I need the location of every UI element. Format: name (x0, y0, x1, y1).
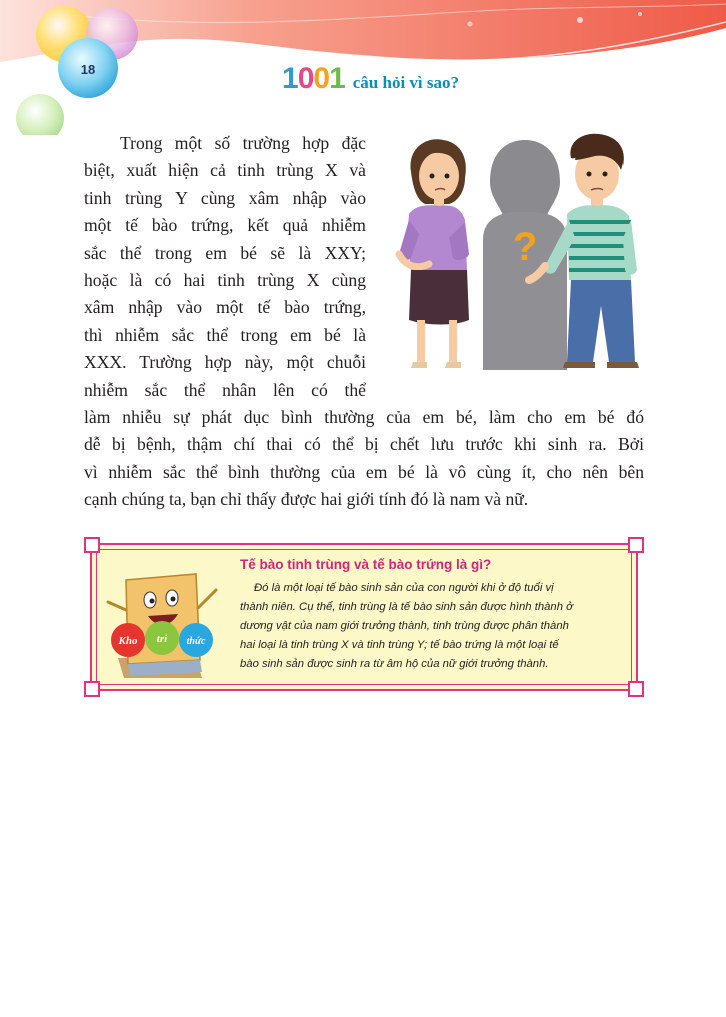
box-corner-ornament (84, 537, 100, 553)
question-mark: ? (513, 225, 538, 269)
text-line: XXX. Trường hợp này, một chuỗi (84, 352, 366, 373)
text-line: nhiễm sắc thể nhân lên có thể (84, 379, 366, 400)
mascot-label: tri (156, 633, 168, 645)
text-line: dễ bị bệnh, thậm chí thai có thể bị chết lưu trước khi sinh ra. Bởi (84, 434, 644, 455)
page-number: 18 (80, 61, 96, 77)
text-line: vì nhiễm sắc thể bình thường của em bé là vô cùng ít, cho nên bên (84, 461, 644, 482)
series-title (282, 64, 459, 94)
info-box-title: Tế bào tinh trùng và tế bào trứng là gì? (240, 557, 492, 572)
page-header (0, 0, 726, 135)
paragraph-full (84, 404, 644, 514)
series-logo-digit: 1 (282, 62, 298, 95)
info-text-line: thành niên. Cụ thể, tinh trùng là tế bào sinh sản được hình thành ở (240, 601, 573, 613)
series-subtitle: câu hỏi vì sao? (352, 73, 460, 92)
series-logo-digit: 0 (313, 62, 330, 95)
text-line: một tế bào trứng, kết quả nhiễm (84, 215, 366, 236)
text-line: Trong một số trường hợp đặc (120, 133, 366, 153)
text-line: hoặc là có hai tinh trùng X cùng (84, 270, 366, 291)
info-text-line: bào sinh sản được sinh ra từ âm hộ của nữ giới trưởng thành. (240, 658, 549, 670)
paragraph-wrapped (84, 130, 366, 404)
info-text-line: dương vật của nam giới trưởng thành, tinh trùng được phân thành (240, 620, 569, 632)
text-line: xâm nhập vào một tế bào trứng, (84, 297, 366, 318)
illustration-couple (395, 130, 645, 370)
info-text-line: Đó là một loại tế bào sinh sản của con người khi ở độ tuổi vị (254, 582, 554, 594)
text-line: biệt, xuất hiện cả tinh trùng X và (84, 160, 366, 181)
woman-figure (399, 139, 469, 368)
info-box-text (240, 579, 618, 674)
text-line: tinh trùng Y cùng xâm nhập vào (84, 187, 366, 208)
mascot-label: thức (186, 636, 206, 647)
series-logo (282, 64, 345, 94)
box-corner-ornament (628, 537, 644, 553)
box-corner-ornament (84, 681, 100, 697)
book-mascot-icon (98, 560, 228, 682)
text-line: làm nhiễu sự phát dục bình thường của em bé, làm cho em bé đó (84, 407, 644, 428)
mascot-label: Kho (118, 635, 138, 647)
text-line: thì nhiễm sắc thể trong em bé là (84, 324, 366, 345)
text-line: cạnh chúng ta, bạn chỉ thấy được hai giới tính đó là nam và nữ. (84, 489, 529, 510)
series-logo-digit: 0 (297, 62, 314, 95)
series-logo-digit: 1 (329, 62, 345, 95)
box-corner-ornament (628, 681, 644, 697)
info-text-line: hai loại là tinh trùng X và tinh trùng Y; tế bào trứng là một loại tế (240, 639, 559, 651)
text-line: sắc thể trong em bé sẽ là XXY; (84, 242, 366, 263)
